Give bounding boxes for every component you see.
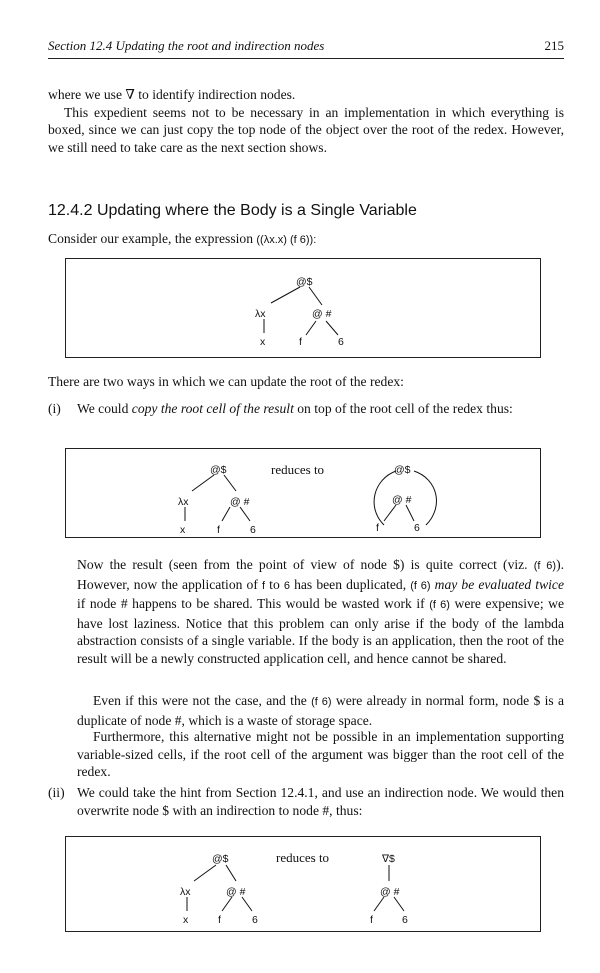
para1-b: (f 6) (533, 560, 557, 572)
item-2-marker: (ii) (48, 785, 65, 800)
para1-l: were expensive; we have lost laziness. Notice that this problem can only arise if the body of the lambda abstraction consists of a single variable. If the body is an application, then the root of the result will be a newly constructed application cell, and hence cannot be shared. (77, 596, 564, 666)
item-1-pre: We could (77, 401, 132, 416)
diagram-3-left-root: @$ (212, 853, 229, 865)
diagram-1-root-node: @$ (296, 276, 313, 288)
running-header (48, 38, 564, 58)
diagram-1-lambda-node: λx (255, 308, 266, 320)
para1-i: may be evaluated twice (430, 576, 564, 592)
item-1-paragraph-3: Furthermore, this alternative might not be possible in an implementation supporting variable-sized cells, if the root cell of the argument was bigger than the root cell of the redex. (77, 729, 564, 780)
diagram-3-right-root: ∇$ (382, 853, 395, 865)
diagram-2-right-root: @$ (394, 464, 411, 476)
para1-j: if node # happens to be shared. This would be wasted work if (77, 596, 430, 612)
item-1-text (77, 400, 564, 418)
diagram-2-lambda: λx (178, 496, 189, 508)
para1-e: to (265, 576, 284, 592)
diagram-1-tree (66, 259, 542, 359)
diagram-2-six: 6 (250, 524, 256, 536)
item-2-text: We could take the hint from Section 12.4.1, and use an indirection node. We would then overwrite node $ with an indirection to node #, thus: (77, 785, 564, 818)
diagram-3 (65, 836, 541, 932)
para2-c: were already in normal form, node $ is a duplicate of node #, which is a waste of storage space. (77, 693, 565, 728)
consider-text: Consider our example, the expression (48, 231, 257, 246)
para1-c: ). However, now the application of (77, 557, 564, 592)
para1-f: 6 (283, 579, 290, 592)
diagram-3-right-app: @ # (380, 886, 400, 898)
diagram-2-right-app: @ # (392, 494, 412, 506)
diagram-2-right-six: 6 (414, 522, 420, 534)
header-rule (48, 58, 564, 59)
para2-b: (f 6) (311, 696, 332, 708)
item-1-post: on top of the root cell of the redex thus: (293, 401, 513, 416)
diagram-1-f-node: f (299, 336, 302, 348)
diagram-1 (65, 258, 541, 358)
diagram-3-var: x (183, 914, 189, 926)
para1-d: f (261, 579, 266, 592)
diagram-3-app: @ # (226, 886, 246, 898)
section-title: Section 12.4 Updating the root and indirection nodes (48, 38, 325, 53)
page-number: 215 (544, 38, 564, 53)
intro-line (48, 86, 564, 156)
para1-a: Now the result (seen from the point of view of node $) is quite correct (viz. (77, 557, 534, 572)
diagram-2-trees (66, 449, 542, 539)
item-1-marker: (i) (48, 401, 61, 416)
two-ways-line: There are two ways in which we can update the root of the redex: (48, 374, 404, 389)
intro-paragraph: This expedient seems not to be necessary in an implementation in which everything is boxed, since we can just copy the top node of the object over the root of the redex. However, we still need to take care as the next section shows. (48, 104, 564, 155)
diagram-3-six: 6 (252, 914, 258, 926)
diagram-2-var: x (180, 524, 186, 536)
item-1-paragraph-2 (77, 692, 564, 729)
diagram-2 (65, 448, 541, 538)
diagram-3-f: f (218, 914, 221, 926)
subsection-heading (48, 202, 417, 220)
diagram-3-right-f: f (370, 914, 373, 926)
para1-k: (f 6) (429, 599, 450, 612)
diagram-3-reduces-label: reduces to (276, 850, 330, 865)
subsection-title: Updating where the Body is a Single Variable (96, 202, 417, 219)
diagram-2-app: @ # (230, 496, 250, 508)
item-1-paragraph-1 (77, 556, 564, 668)
diagram-2-right-f: f (376, 522, 379, 534)
diagram-1-var-node: x (260, 336, 266, 348)
intro-sentence: where we use ∇ to identify indirection nodes. (48, 87, 296, 102)
diagram-3-lambda: λx (180, 886, 191, 898)
diagram-2-f: f (217, 524, 220, 536)
subsection-number: 12.4.2 (48, 202, 93, 219)
para1-h: (f 6) (410, 579, 431, 592)
item-1-emphasis: copy the root cell of the result (131, 401, 294, 416)
diagram-1-six-node: 6 (338, 336, 344, 348)
diagram-3-trees (66, 837, 542, 933)
diagram-3-right-six: 6 (402, 914, 408, 926)
para1-g: has been duplicated, (289, 576, 411, 592)
consider-line (48, 230, 564, 250)
consider-expression: ((λx.x) (f 6)): (256, 234, 317, 246)
diagram-1-app-node: @ # (312, 308, 332, 320)
diagram-2-left-root: @$ (210, 464, 227, 476)
para2-a: Even if this were not the case, and the (93, 693, 312, 708)
diagram-2-reduces-label: reduces to (271, 462, 325, 477)
